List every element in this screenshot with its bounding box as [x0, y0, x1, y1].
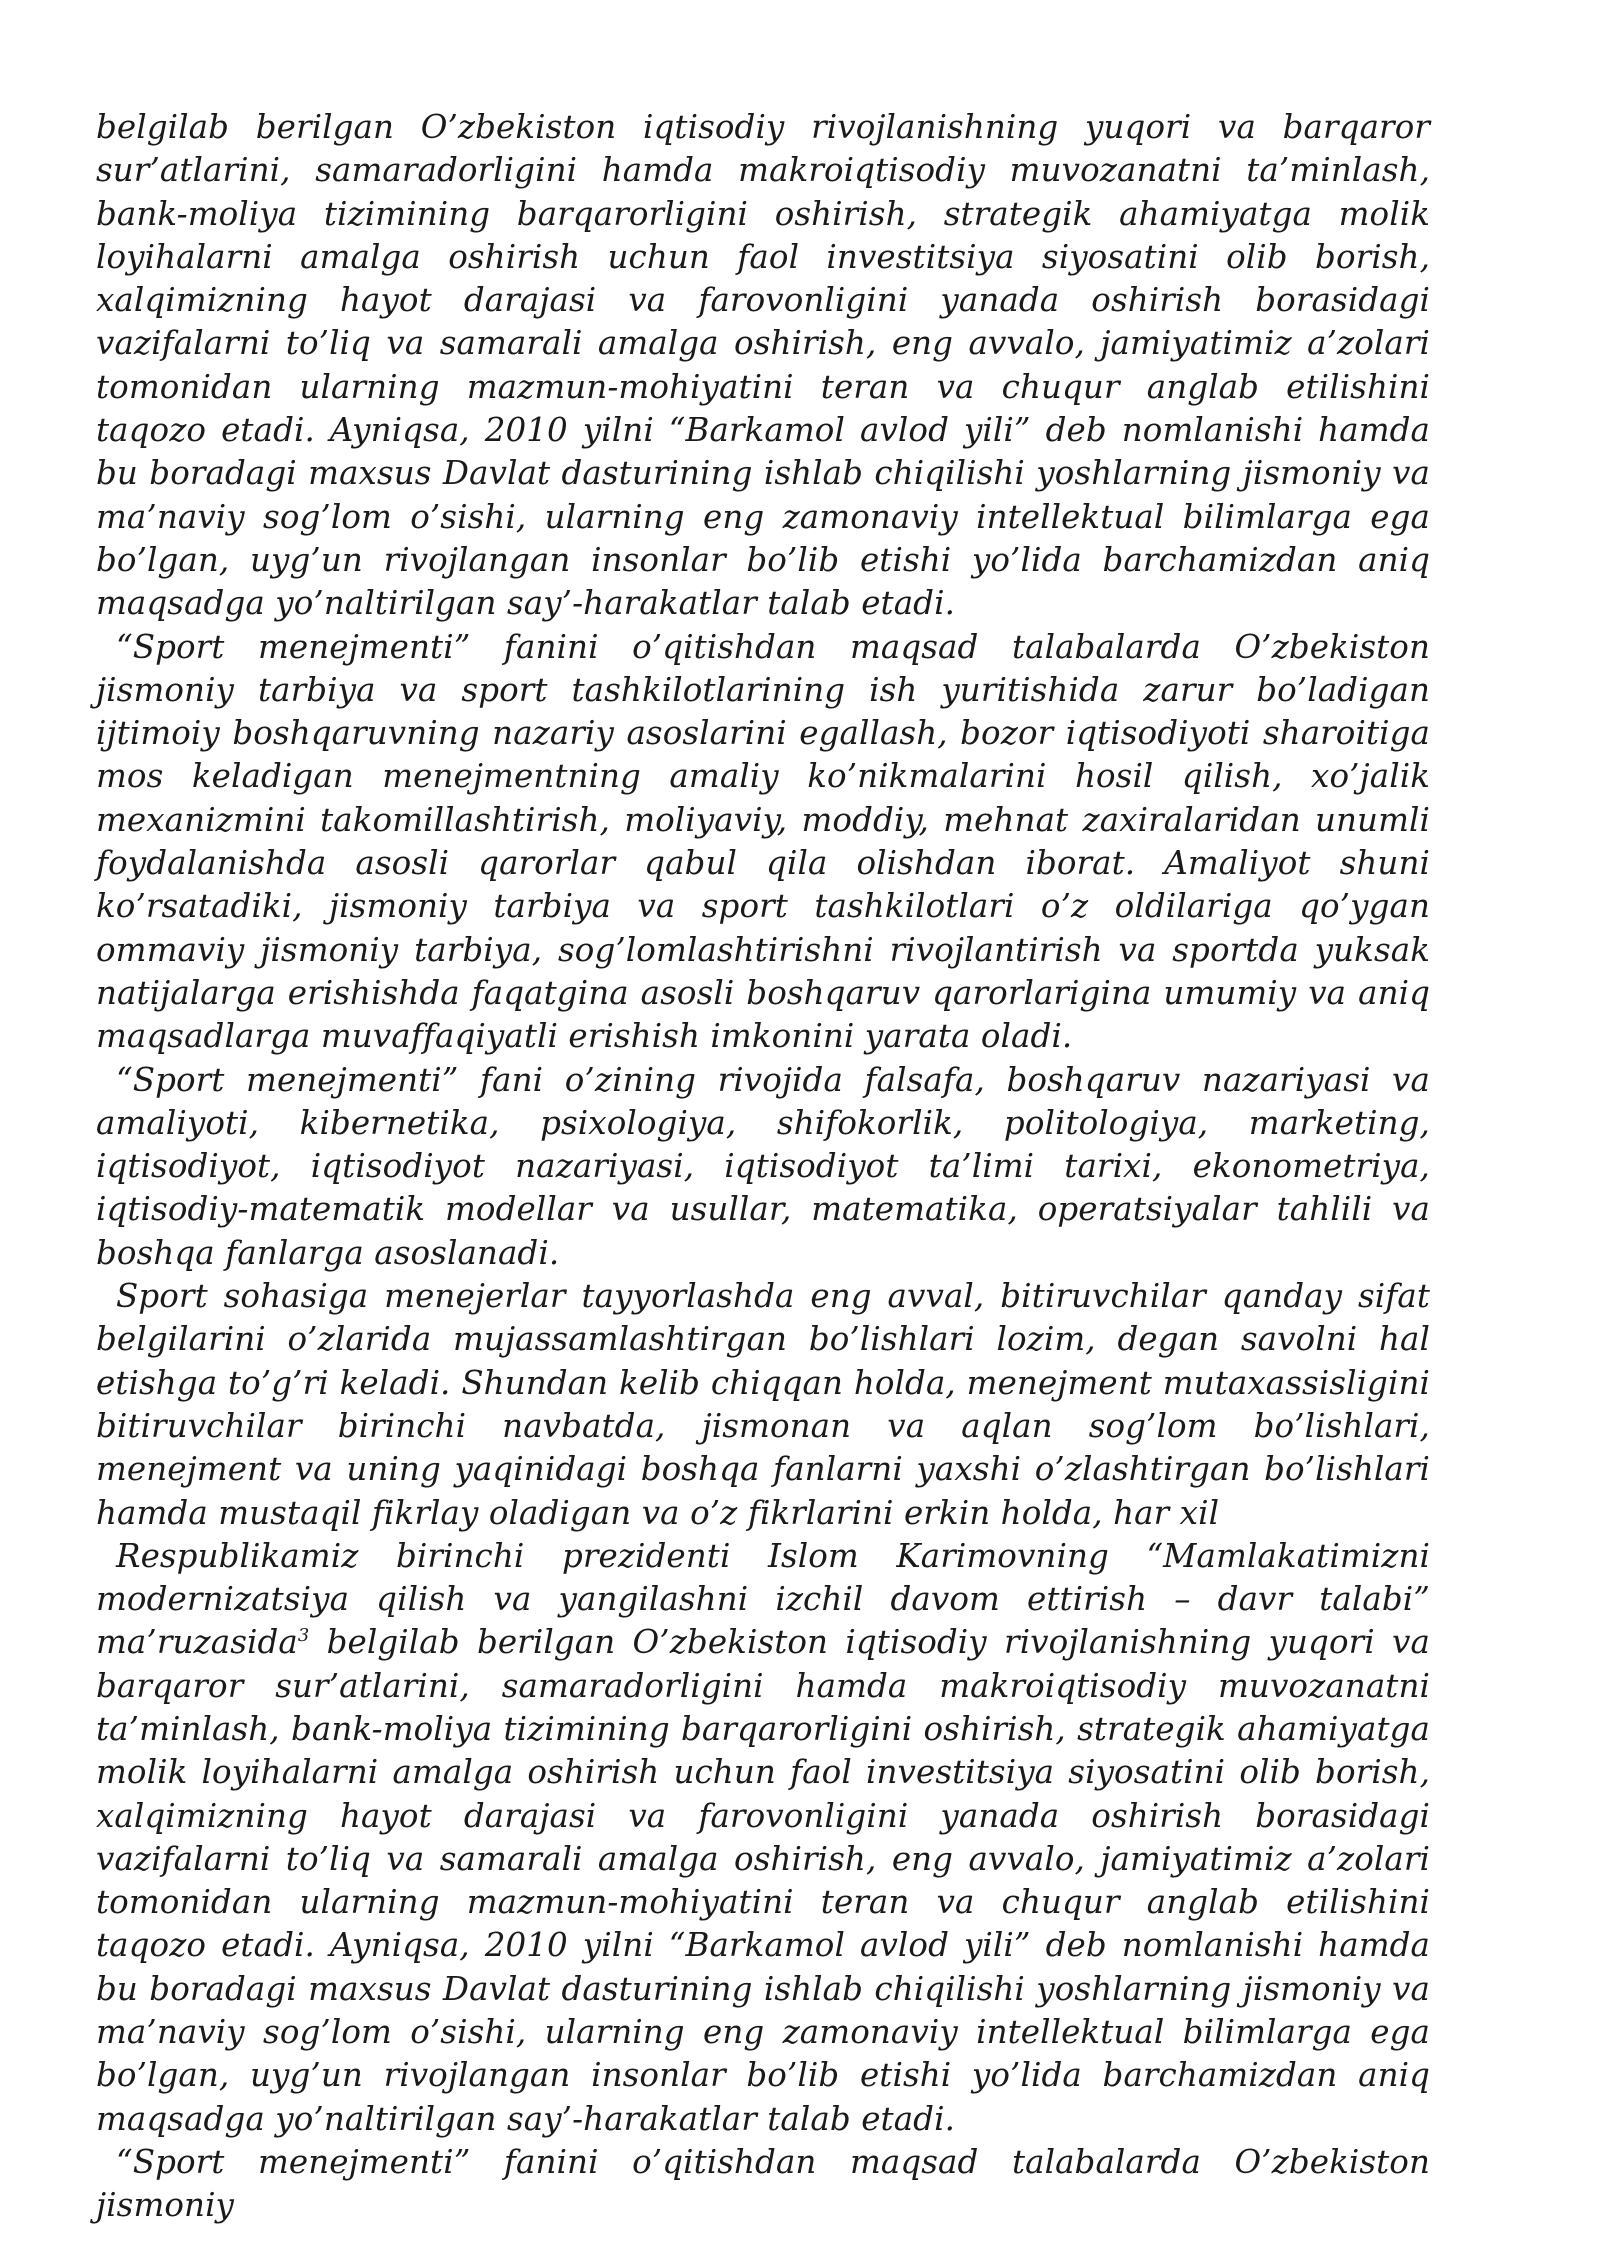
- paragraph-4: Sport sohasiga menejerlar tayyorlashda eng avval, bitiruvchilar qanday sifat belgilarini o’zlarida mujassamlashtirgan bo’lishlari lozim, degan savolni hal etishga to’g’ri keladi. Shundan kelib chiqqan holda, menejment mutaxassisligini bitiruvchilar birinchi navbatda, jismonan va aqlan sog’lom bo’lishlari, menejment va uning yaqinidagi boshqa fanlarni yaxshi o’zlashtirgan bo’lishlari hamda mustaqil fikrlay oladigan va o’z fikrlarini erkin holda, har xil: [96, 1277, 1430, 1532]
- footnote-marker: 3: [297, 1625, 310, 1647]
- paragraph-6: “Sport menejmenti” fanini o’qitishdan maqsad talabalarda O’zbekiston jismoniy: [96, 2142, 1430, 2225]
- paragraph-5-text-after: belgilab berilgan O’zbekiston iqtisodiy rivojlanishning yuqori va barqaror sur’atlarini, samaradorligini hamda makroiqtisodiy muvozanatni ta’minlash, bank-moliya tizimining barqarorligini oshirish, strategik ahamiyatga molik loyihalarni amalga oshirish uchun faol investitsiya siyosatini olib borish, xalqimizning hayot darajasi va farovonligini yanada oshirish borasidagi vazifalarni to’liq va samarali amalga oshirish, eng avvalo, jamiyatimiz a’zolari tomonidan ularning mazmun-mohiyatini teran va chuqur anglab etilishini taqozo etadi. Ayniqsa, 2010 yilni “Barkamol avlod yili” deb nomlanishi hamda bu boradagi maxsus Davlat dasturining ishlab chiqilishi yoshlarning jismoniy va ma’naviy sog’lom o’sishi, ularning eng zamonaviy intellektual bilimlarga ega bo’lgan, uyg’un rivojlangan insonlar bo’lib etishi yo’lida barchamizdan aniq maqsadga yo’naltirilgan say’-harakatlar talab etadi.: [96, 1623, 1430, 2138]
- paragraph-2: “Sport menejmenti” fanini o’qitishdan maqsad talabalarda O’zbekiston jismoniy tarbiya va sport tashkilotlarining ish yuritishida zarur bo’ladigan ijtimoiy boshqaruvning nazariy asoslarini egallash, bozor iqtisodiyoti sharoitiga mos keladigan menejmentning amaliy ko’nikmalarini hosil qilish, xo’jalik mexanizmini takomillashtirish, moliyaviy, moddiy, mehnat zaxiralaridan unumli foydalanishda asosli qarorlar qabul qila olishdan iborat. Amaliyot shuni ko’rsatadiki, jismoniy tarbiya va sport tashkilotlari o’z oldilariga qo’ygan ommaviy jismoniy tarbiya, sog’lomlashtirishni rivojlantirish va sportda yuksak natijalarga erishishda faqatgina asosli boshqaruv qarorlarigina umumiy va aniq maqsadlarga muvaffaqiyatli erishish imkonini yarata oladi.: [96, 627, 1430, 1056]
- paragraph-5: [96, 1535, 1430, 2141]
- paragraph-3: “Sport menejmenti” fani o’zining rivojida falsafa, boshqaruv nazariyasi va amaliyoti, kibernetika, psixologiya, shifokorlik, politologiya, marketing, iqtisodiyot, iqtisodiyot nazariyasi, iqtisodiyot ta’limi tarixi, ekonometriya, iqtisodiy-matematik modellar va usullar, matematika, operatsiyalar tahlili va boshqa fanlarga asoslanadi.: [96, 1060, 1430, 1272]
- paragraph-5-text: Respublikamiz birinchi prezidenti Islom Karimovning “Mamlakatimizni modernizatsiya qilish va yangilashni izchil davom ettirish – davr talabi” ma’ruzasida: [96, 1536, 1430, 1662]
- document-page: [96, 106, 1430, 2228]
- paragraph-1: belgilab berilgan O’zbekiston iqtisodiy rivojlanishning yuqori va barqaror sur’atlarini, samaradorligini hamda makroiqtisodiy muvozanatni ta’minlash, bank-moliya tizimining barqarorligini oshirish, strategik ahamiyatga molik loyihalarni amalga oshirish uchun faol investitsiya siyosatini olib borish, xalqimizning hayot darajasi va farovonligini yanada oshirish borasidagi vazifalarni to’liq va samarali amalga oshirish, eng avvalo, jamiyatimiz a’zolari tomonidan ularning mazmun-mohiyatini teran va chuqur anglab etilishini taqozo etadi. Ayniqsa, 2010 yilni “Barkamol avlod yili” deb nomlanishi hamda bu boradagi maxsus Davlat dasturining ishlab chiqilishi yoshlarning jismoniy va ma’naviy sog’lom o’sishi, ularning eng zamonaviy intellektual bilimlarga ega bo’lgan, uyg’un rivojlangan insonlar bo’lib etishi yo’lida barchamizdan aniq maqsadga yo’naltirilgan say’-harakatlar talab etadi.: [96, 108, 1430, 623]
